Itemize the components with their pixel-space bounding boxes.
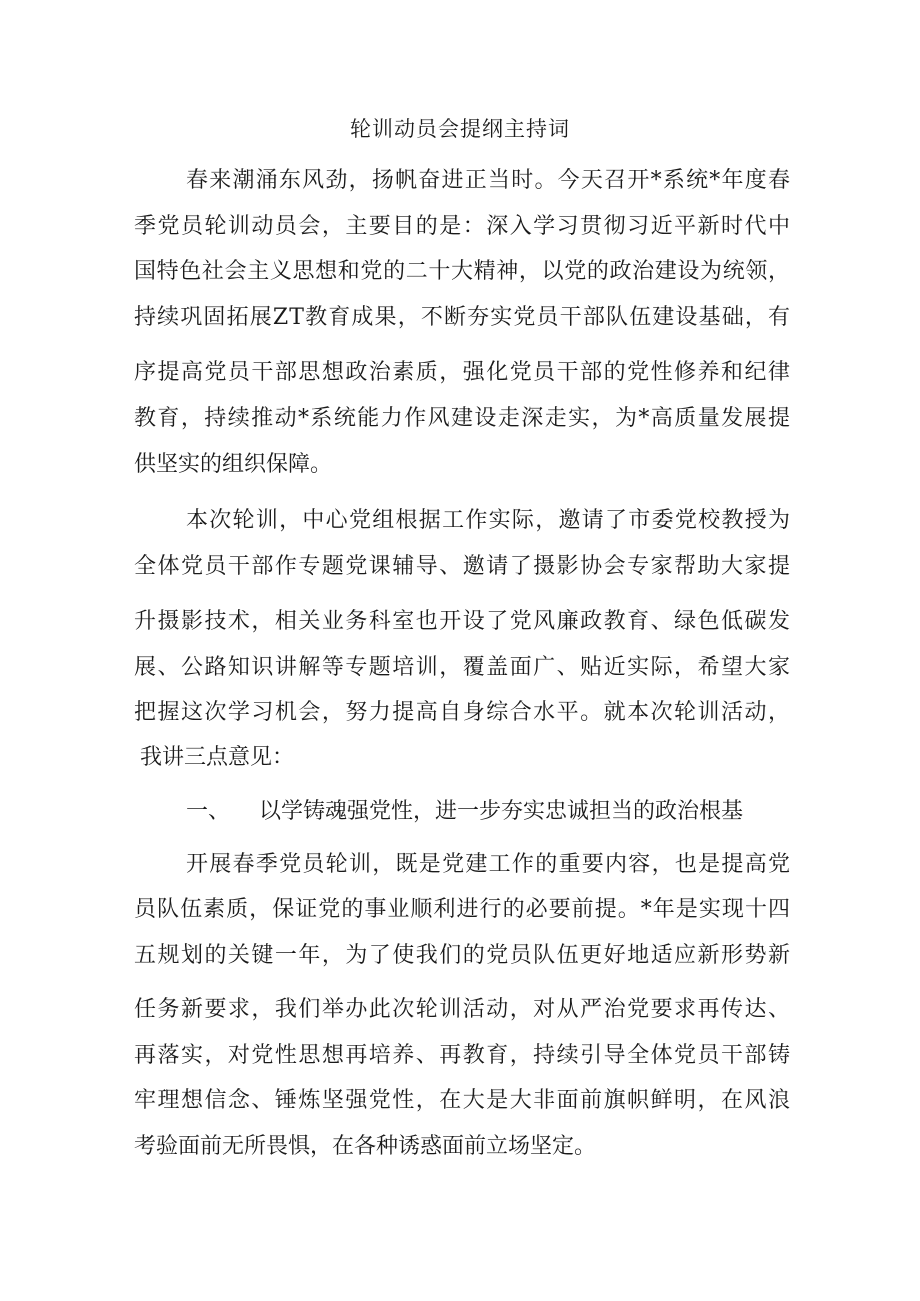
- paragraph-line: 开展春季党员轮训，既是党建工作的重要内容，也是提高党: [186, 852, 792, 877]
- paragraph-line: 序提高党员干部思想政治素质，强化党员干部的党性修养和纪律: [134, 360, 792, 385]
- paragraph-line: 供坚实的组织保障。: [134, 452, 333, 477]
- paragraph-line: 五规划的关键一年，为了使我们的党员队伍更好地适应新形势新: [134, 943, 792, 968]
- paragraph-line: 全体党员干部作专题党课辅导、邀请了摄影协会专家帮助大家提: [134, 554, 792, 579]
- paragraph-line: 把握这次学习机会，努力提高自身综合水平。就本次轮训活动，: [134, 700, 792, 725]
- paragraph-line: 我讲三点意见：: [140, 745, 295, 770]
- document-title: 轮训动员会提纲主持词: [350, 117, 570, 141]
- paragraph-line: 牢理想信念、锤炼坚强党性，在大是大非面前旗帜鲜明，在风浪: [134, 1088, 792, 1113]
- paragraph-line: 教育，持续推动*系统能力作风建设走深走实，为*高质量发展提: [134, 406, 792, 431]
- paragraph-line: 考验面前无所畏惧，在各种诱惑面前立场坚定。: [134, 1134, 597, 1159]
- paragraph-line: 本次轮训，中心党组根据工作实际，邀请了市委党校教授为: [186, 508, 792, 533]
- paragraph-line: 升摄影技术，相关业务科室也开设了党风廉政教育、绿色低碳发: [134, 609, 792, 634]
- heading-text: 以学铸魂强党性，进一步夯实忠诚担当的政治根基: [259, 799, 744, 824]
- paragraph-line: 任务新要求，我们举办此次轮训活动，对从严治党要求再传达、: [134, 997, 792, 1022]
- paragraph-line: 再落实，对党性思想再培养、再教育，持续引导全体党员干部铸: [134, 1043, 792, 1068]
- heading-number: 一、: [186, 799, 231, 824]
- paragraph-line: 国特色社会主义思想和党的二十大精神，以党的政治建设为统领，: [134, 259, 791, 284]
- paragraph-line: 季党员轮训动员会，主要目的是：深入学习贯彻习近平新时代中: [134, 214, 792, 239]
- paragraph-line: 展、公路知识讲解等专题培训，覆盖面广、贴近实际，希望大家: [134, 655, 792, 680]
- paragraph-line: 春来潮涌东风劲，扬帆奋进正当时。今天召开*系统*年度春: [186, 168, 792, 193]
- paragraph-line: 持续巩固拓展ZT教育成果，不断夯实党员干部队伍建设基础，有: [134, 305, 792, 330]
- paragraph-line: 员队伍素质，保证党的事业顺利进行的必要前提。*年是实现十四: [134, 897, 792, 922]
